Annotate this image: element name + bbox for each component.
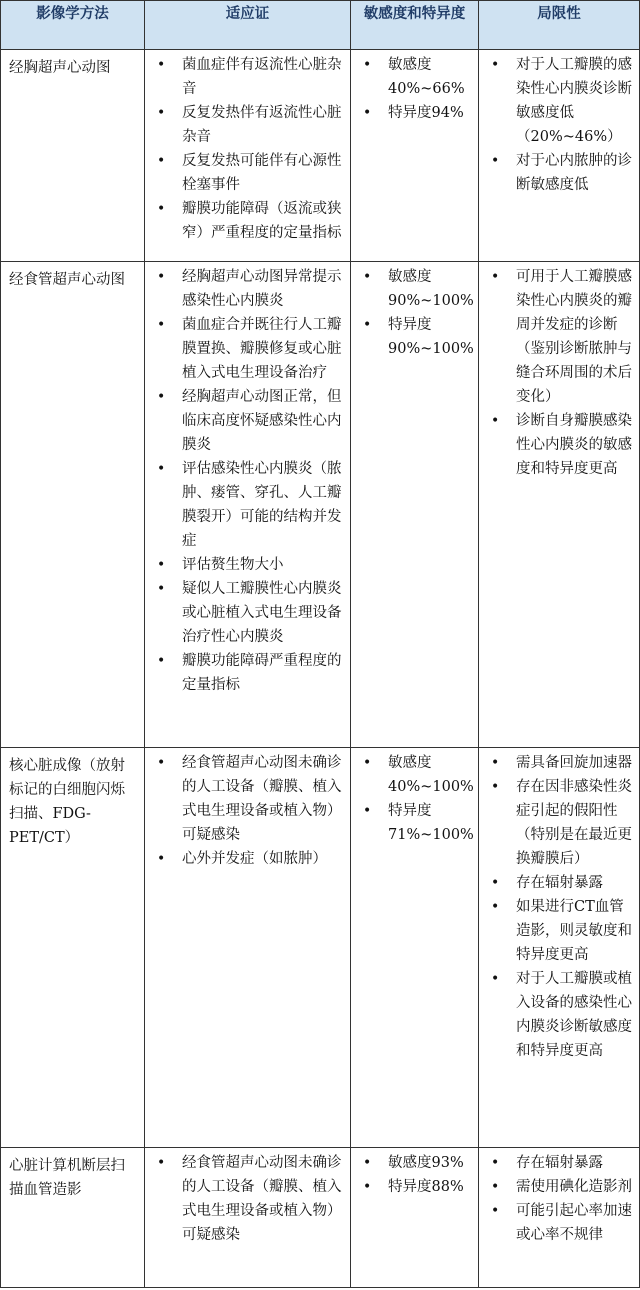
sensitivity-list [351, 1148, 478, 1199]
list-item: • 特异度94% [351, 101, 474, 125]
list-item: • 诊断自身瓣膜感染性心内膜炎的敏感度和特异度更高 [479, 409, 635, 481]
indications-list [145, 50, 350, 245]
limitations-list [479, 1148, 639, 1247]
sensitivity-cell [351, 748, 479, 1148]
limitations-cell [479, 50, 640, 262]
sensitivity-list [351, 262, 478, 361]
list-item: • 对于心内脓肿的诊断敏感度低 [479, 149, 635, 197]
list-item: • 反复发热可能伴有心源性栓塞事件 [145, 149, 346, 197]
list-item: • 经胸超声心动图正常，但临床高度怀疑感染性心内膜炎 [145, 385, 346, 457]
indications-list [145, 748, 350, 871]
method-cell: 经食管超声心动图 [1, 262, 145, 748]
header-row [1, 1, 640, 50]
header-method: 影像学方法 [1, 1, 145, 50]
indications-cell [145, 1148, 351, 1288]
list-item: • 经食管超声心动图未确诊的人工设备（瓣膜、植入式电生理设备或植入物）可疑感染 [145, 1151, 346, 1247]
table-row [1, 1148, 640, 1288]
list-item: • 存在辐射暴露 [479, 1151, 635, 1175]
table-row [1, 748, 640, 1148]
list-item: • 特异度 71%~100% [351, 799, 474, 847]
list-item: • 瓣膜功能障碍（返流或狭窄）严重程度的定量指标 [145, 197, 346, 245]
list-item: • 评估感染性心内膜炎（脓肿、瘘管、穿孔、人工瓣膜裂开）可能的结构并发症 [145, 457, 346, 553]
limitations-list [479, 262, 639, 481]
method-cell: 心脏计算机断层扫描血管造影 [1, 1148, 145, 1288]
header-sensitivity: 敏感度和特异度 [351, 1, 479, 50]
list-item: • 可能引起心率加速或心率不规律 [479, 1199, 635, 1247]
header-limitations: 局限性 [479, 1, 640, 50]
sensitivity-list [351, 748, 478, 847]
header-indications: 适应证 [145, 1, 351, 50]
list-item: • 疑似人工瓣膜性心内膜炎或心脏植入式电生理设备治疗性心内膜炎 [145, 577, 346, 649]
list-item: • 敏感度93% [351, 1151, 474, 1175]
list-item: • 反复发热伴有返流性心脏杂音 [145, 101, 346, 149]
list-item: • 心外并发症（如脓肿） [145, 847, 346, 871]
list-item: • 特异度 90%~100% [351, 313, 474, 361]
sensitivity-cell [351, 50, 479, 262]
sensitivity-cell [351, 1148, 479, 1288]
list-item: • 对于人工瓣膜或植入设备的感染性心内膜炎诊断敏感度和特异度更高 [479, 967, 635, 1063]
sensitivity-list [351, 50, 478, 125]
indications-list [145, 1148, 350, 1247]
method-cell: 核心脏成像（放射标记的白细胞闪烁扫描、FDG-PET/CT） [1, 748, 145, 1148]
indications-cell [145, 748, 351, 1148]
limitations-list [479, 50, 639, 197]
list-item: • 敏感度 40%~100% [351, 751, 474, 799]
list-item: • 如果进行CT血管造影，则灵敏度和特异度更高 [479, 895, 635, 967]
list-item: • 菌血症伴有返流性心脏杂音 [145, 53, 346, 101]
list-item: • 需具备回旋加速器 [479, 751, 635, 775]
indications-cell [145, 50, 351, 262]
list-item: • 敏感度 40%~66% [351, 53, 474, 101]
indications-list [145, 262, 350, 697]
indications-cell [145, 262, 351, 748]
table-row [1, 262, 640, 748]
sensitivity-cell [351, 262, 479, 748]
list-item: • 需使用碘化造影剂 [479, 1175, 635, 1199]
list-item: • 经胸超声心动图异常提示感染性心内膜炎 [145, 265, 346, 313]
limitations-cell [479, 262, 640, 748]
list-item: • 可用于人工瓣膜感染性心内膜炎的瓣周并发症的诊断（鉴别诊断脓肿与缝合环周围的术后变化） [479, 265, 635, 409]
table-row [1, 50, 640, 262]
limitations-cell [479, 748, 640, 1148]
list-item: • 存在因非感染性炎症引起的假阳性（特别是在最近更换瓣膜后） [479, 775, 635, 871]
list-item: • 对于人工瓣膜的感染性心内膜炎诊断敏感度低（20%~46%） [479, 53, 635, 149]
limitations-cell [479, 1148, 640, 1288]
method-cell: 经胸超声心动图 [1, 50, 145, 262]
list-item: • 瓣膜功能障碍严重程度的定量指标 [145, 649, 346, 697]
list-item: • 经食管超声心动图未确诊的人工设备（瓣膜、植入式电生理设备或植入物）可疑感染 [145, 751, 346, 847]
list-item: • 敏感度 90%~100% [351, 265, 474, 313]
list-item: • 特异度88% [351, 1175, 474, 1199]
list-item: • 存在辐射暴露 [479, 871, 635, 895]
list-item: • 评估赘生物大小 [145, 553, 346, 577]
limitations-list [479, 748, 639, 1063]
list-item: • 菌血症合并既往行人工瓣膜置换、瓣膜修复或心脏植入式电生理设备治疗 [145, 313, 346, 385]
